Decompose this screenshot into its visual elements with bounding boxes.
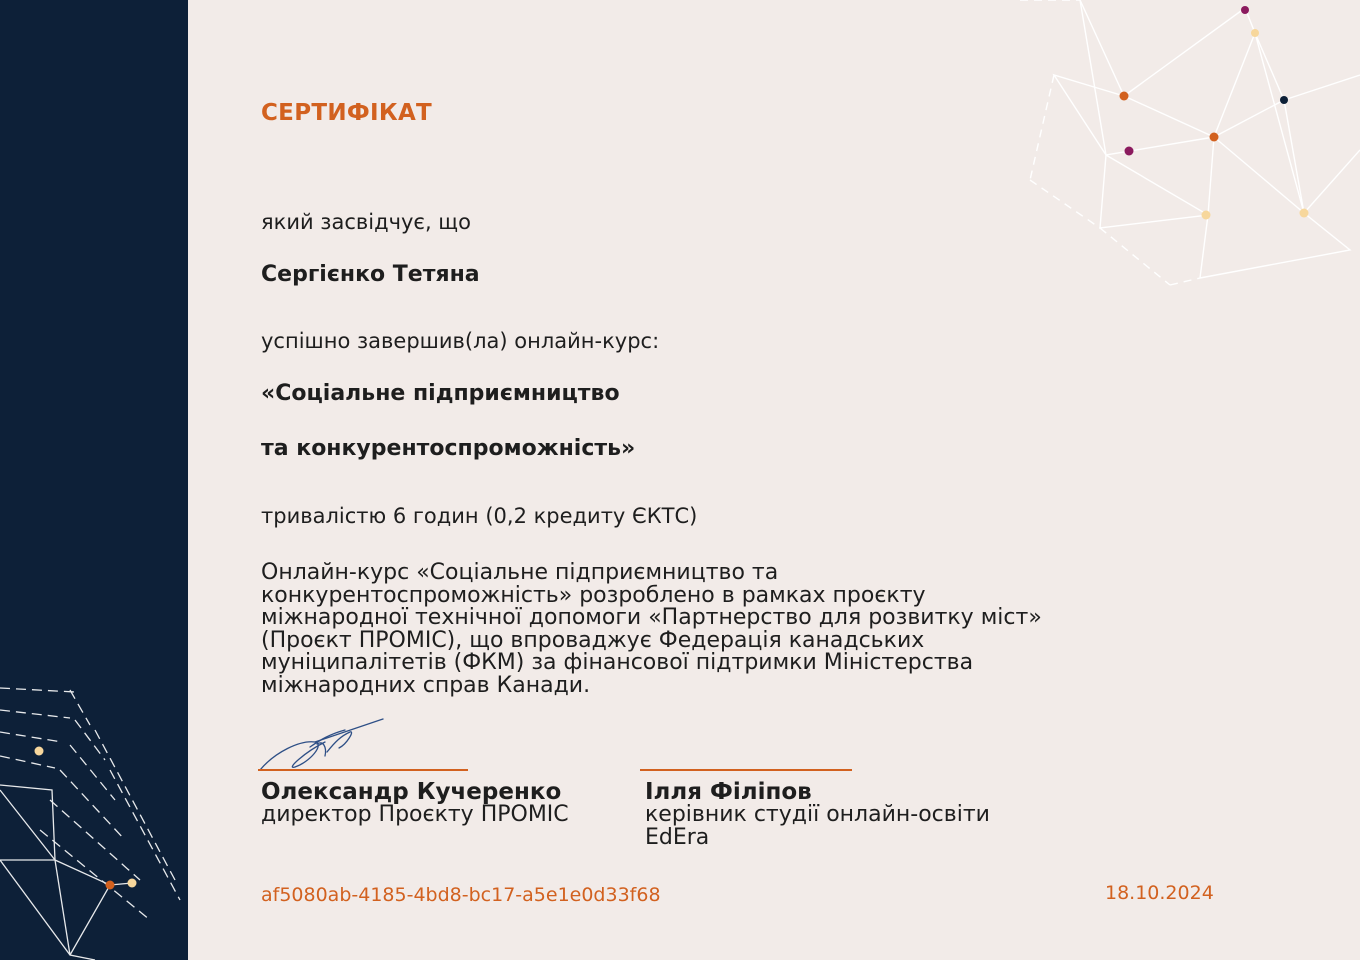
sidebar-network-decoration: [0, 0, 188, 960]
recipient-name: Сергієнко Тетяна: [261, 262, 480, 287]
issue-date: 18.10.2024: [1105, 882, 1214, 904]
top-network-decoration: [1020, 0, 1360, 300]
sidebar-panel: [0, 0, 188, 960]
signatory-1-name: Олександр Кучеренко: [261, 779, 562, 805]
course-title-line-2: та конкурентоспроможність»: [261, 436, 636, 461]
intro-text: який засвідчує, що: [261, 210, 471, 234]
course-description: Онлайн-курс «Соціальне підприємництво та конкурентоспроможність» розроблено в рамках проєкту міжнародної технічної допомоги «Партнерство для розвитку міст» (Проєкт ПРОМІС), що впроваджує Федерація канадських муніципалітетів (ФКМ) за фінансової підтримки Міністерства міжнародних справ Канади.: [261, 560, 1042, 698]
signatory-2: [645, 780, 1045, 849]
certificate-title: СЕРТИФІКАТ: [261, 100, 433, 126]
completion-text: успішно завершив(ла) онлайн-курс:: [261, 329, 660, 353]
signatory-1: [261, 780, 631, 827]
signatory-1-role: директор Проєкту ПРОМІС: [261, 802, 569, 827]
signature-line-2: [640, 769, 852, 771]
course-title-line-1: «Соціальне підприємництво: [261, 381, 620, 406]
course-duration: тривалістю 6 годин (0,2 кредиту ЄКТС): [261, 504, 698, 528]
certificate-id: af5080ab-4185-4bd8-bc17-a5e1e0d33f68: [261, 884, 661, 906]
signatory-2-name: Ілля Філіпов: [645, 779, 812, 805]
signature-image: [255, 712, 390, 777]
signatory-2-role: керівник студії онлайн-освіти EdEra: [645, 802, 990, 850]
signature-line-1: [258, 769, 468, 771]
